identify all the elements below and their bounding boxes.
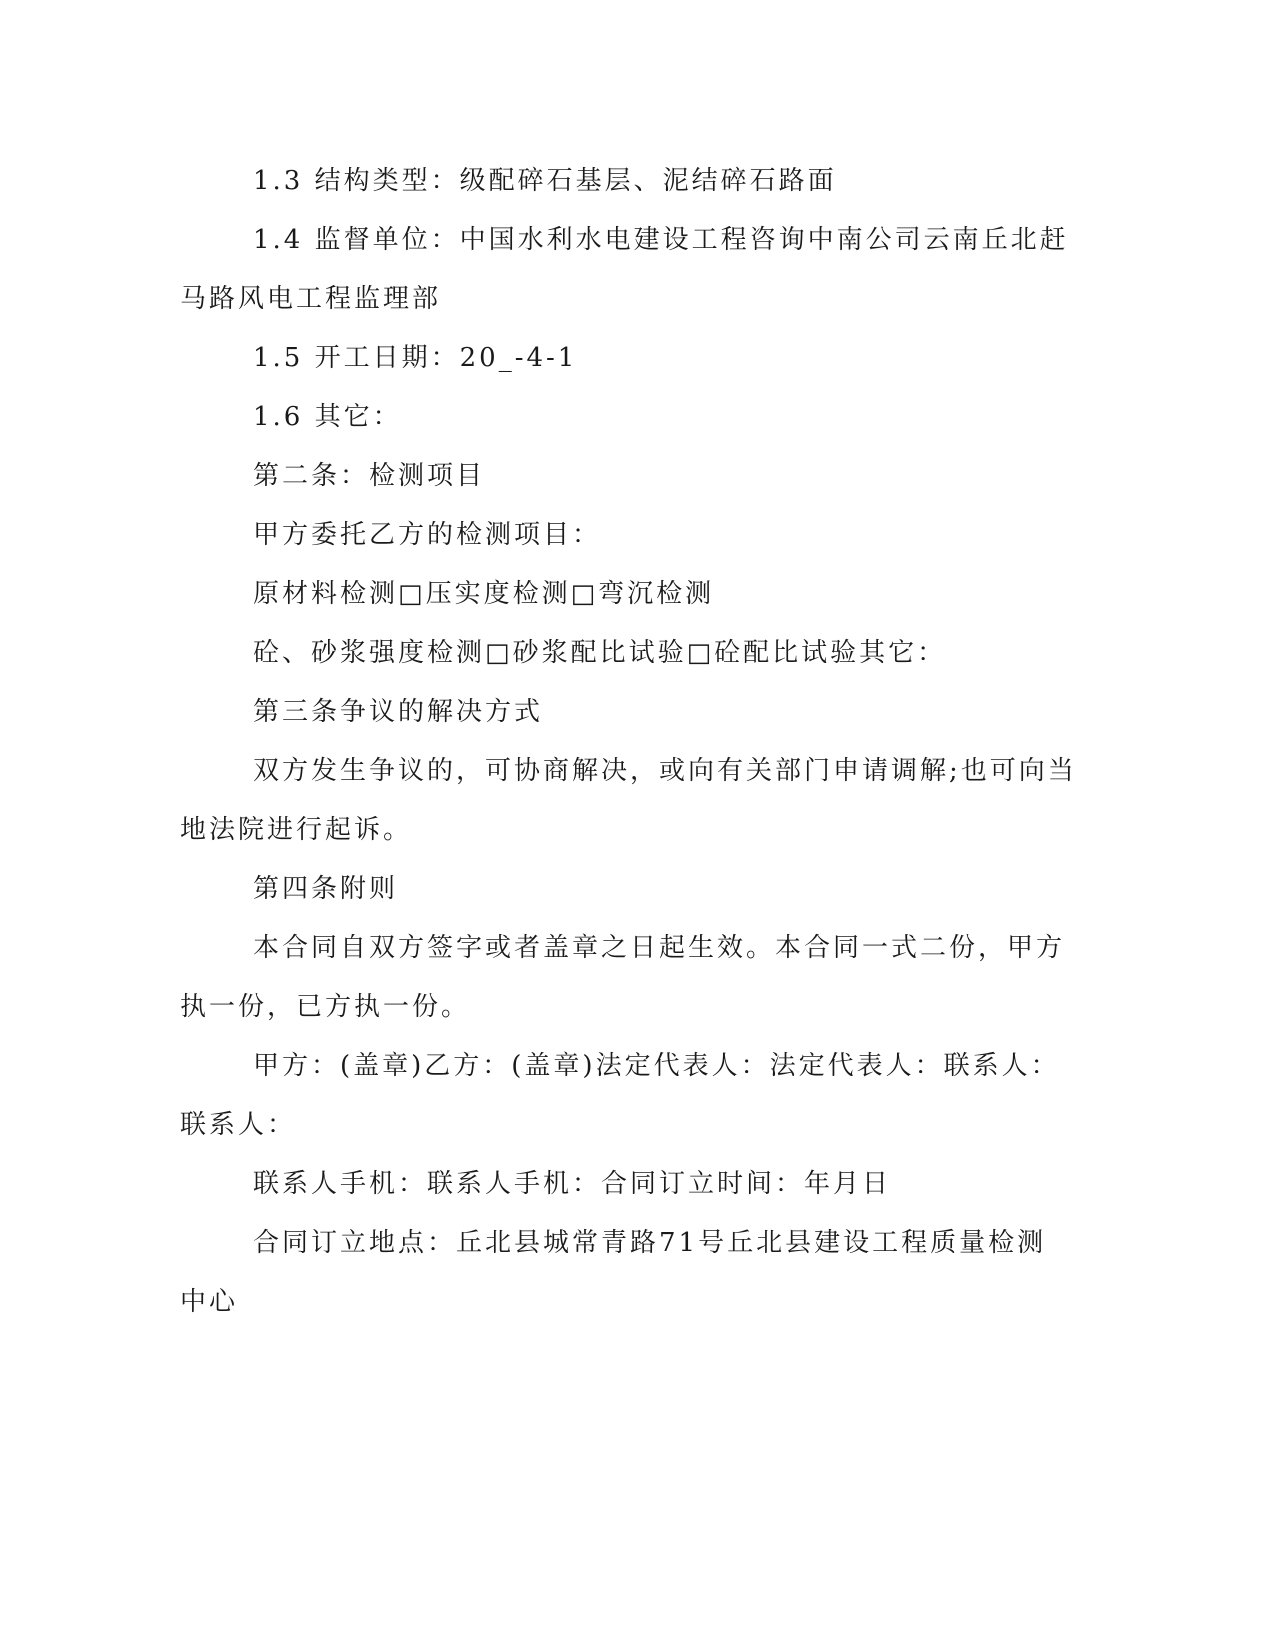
dispute-resolution-continuation: 地法院进行起诉。: [180, 815, 413, 845]
clause-1-4-continuation: 马路风电工程监理部: [180, 284, 442, 314]
contract-location-line: 合同订立地点：丘北县城常青路71号丘北县建设工程质量检测: [253, 1228, 1047, 1258]
article-3-heading: 第三条争议的解决方式: [253, 697, 544, 727]
clause-1-6-other: 1.6 其它：: [253, 402, 402, 432]
contact-phone-line: 联系人手机：联系人手机：合同订立时间：年月日: [253, 1169, 892, 1199]
article-4-heading: 第四条附则: [253, 874, 399, 904]
clause-1-3-structure-type: 1.3 结构类型：级配碎石基层、泥结碎石路面: [253, 166, 837, 196]
signature-parties-line: 甲方：(盖章)乙方：(盖章)法定代表人：法定代表人：联系人：: [253, 1051, 1060, 1081]
contract-location-continuation: 中心: [180, 1287, 239, 1317]
test-items-line-2: 砼、砂浆强度检测□砂浆配比试验□砼配比试验其它：: [253, 638, 947, 668]
clause-1-4-supervision-unit: 1.4 监督单位：中国水利水电建设工程咨询中南公司云南丘北赶: [253, 225, 1069, 255]
document-page: [180, 152, 1077, 1332]
article-2-heading: 第二条：检测项目: [253, 461, 486, 491]
effective-clause-continuation: 执一份，已方执一份。: [180, 992, 471, 1022]
clause-1-5-start-date: 1.5 开工日期：20_-4-1: [253, 343, 578, 373]
signature-parties-continuation: 联系人：: [180, 1110, 297, 1140]
dispute-resolution-text: 双方发生争议的，可协商解决，或向有关部门申请调解;也可向当: [253, 756, 1077, 786]
test-items-line-1: 原材料检测□压实度检测□弯沉检测: [253, 579, 715, 609]
effective-clause-text: 本合同自双方签字或者盖章之日起生效。本合同一式二份，甲方: [253, 933, 1066, 963]
test-items-intro: 甲方委托乙方的检测项目：: [253, 520, 602, 550]
